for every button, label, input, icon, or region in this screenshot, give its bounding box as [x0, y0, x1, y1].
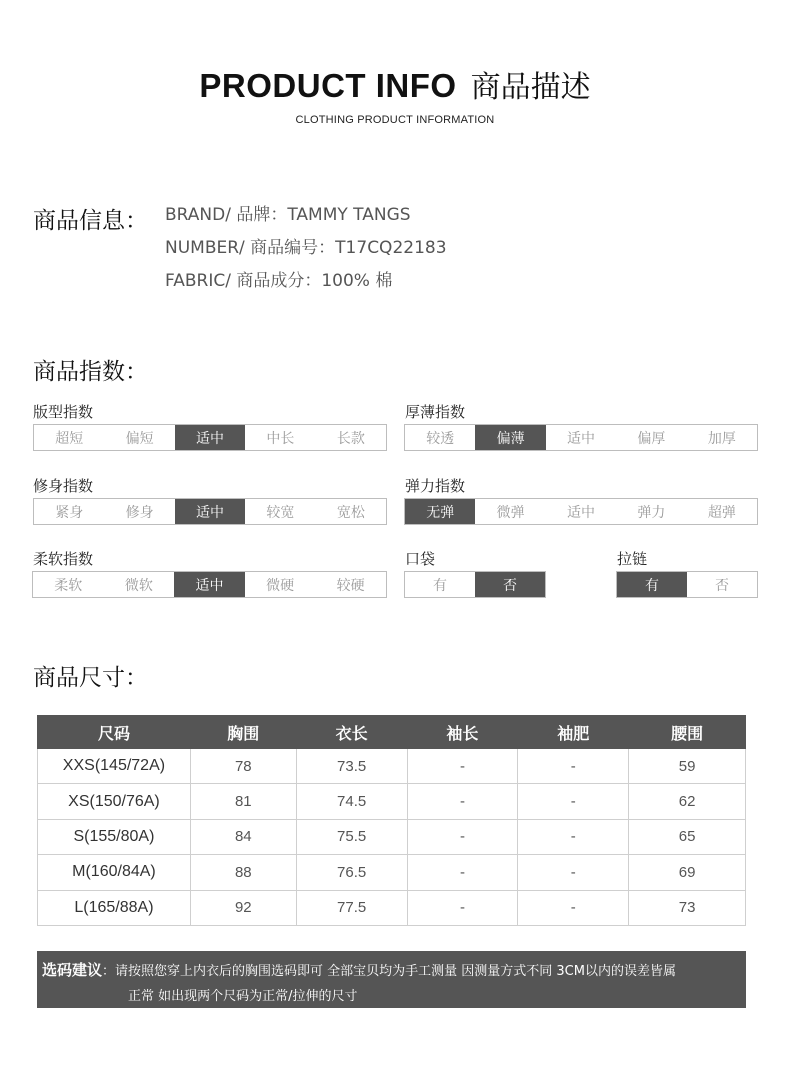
header-sleeve-length: 袖长: [407, 716, 518, 749]
scale-option-selected: 无弹: [405, 499, 475, 524]
scale-option: 偏厚: [637, 430, 666, 447]
bust-cell: 81: [190, 784, 296, 819]
info-lines: [165, 202, 447, 301]
scale-option: 超短: [55, 430, 84, 447]
size-cell: M(160/84A): [38, 855, 191, 890]
fit-index-label: 版型指数: [33, 403, 94, 421]
size-table: [37, 715, 746, 926]
soft-index-scale: [32, 571, 387, 598]
sleeve-length-cell: -: [407, 749, 518, 784]
subtitle: CLOTHING PRODUCT INFORMATION: [295, 114, 495, 126]
table-row: [38, 749, 746, 784]
size-cell: L(165/88A): [38, 890, 191, 925]
scale-option: 较宽: [266, 504, 295, 521]
scale-option: 适中: [567, 504, 596, 521]
scale-option: 长款: [336, 430, 365, 447]
slim-index-label: 修身指数: [33, 477, 94, 495]
scale-option-selected: 否: [475, 572, 545, 597]
scale-option-selected: 适中: [175, 425, 245, 450]
pocket-scale: [404, 571, 546, 598]
header-size: 尺码: [38, 716, 191, 749]
table-row: [38, 819, 746, 854]
sleeve-width-cell: -: [518, 855, 629, 890]
length-cell: 76.5: [296, 855, 407, 890]
waist-cell: 73: [629, 890, 746, 925]
bust-cell: 88: [190, 855, 296, 890]
size-advice-box: [37, 951, 746, 1008]
soft-index-label: 柔软指数: [33, 550, 94, 568]
sleeve-width-cell: -: [518, 890, 629, 925]
advice-text-2: 正常 如出现两个尺码为正常/拉伸的尺寸: [128, 989, 358, 1004]
number-line: NUMBER/ 商品编号：T17CQ22183: [165, 238, 447, 258]
length-cell: 73.5: [296, 749, 407, 784]
scale-option: 加厚: [707, 430, 736, 447]
scale-option: 微硬: [266, 577, 295, 594]
scale-option: 微弹: [496, 504, 525, 521]
sleeve-width-cell: -: [518, 819, 629, 854]
sleeve-width-cell: -: [518, 749, 629, 784]
advice-text-1: ：请按照您穿上内衣后的胸围选码即可 全部宝贝均为手工测量 因测量方式不同 3CM以内的误差皆属: [102, 964, 676, 979]
header-length: 衣长: [296, 716, 407, 749]
scale-option: 适中: [567, 430, 596, 447]
fit-index-scale: [33, 424, 387, 451]
size-cell: XS(150/76A): [38, 784, 191, 819]
waist-cell: 65: [629, 819, 746, 854]
sleeve-width-cell: -: [518, 784, 629, 819]
fabric-line: FABRIC/ 商品成分：100% 棉: [165, 271, 393, 291]
scale-option-selected: 适中: [174, 572, 245, 597]
scale-option-selected: 有: [617, 572, 687, 597]
scale-option: 弹力: [637, 504, 666, 521]
scale-option-selected: 偏薄: [475, 425, 545, 450]
size-cell: XXS(145/72A): [38, 749, 191, 784]
header-waist: 腰围: [629, 716, 746, 749]
zipper-scale: [616, 571, 758, 598]
table-row: [38, 784, 746, 819]
length-cell: 74.5: [296, 784, 407, 819]
scale-option: 紧身: [55, 504, 84, 521]
table-row: [38, 890, 746, 925]
bust-cell: 78: [190, 749, 296, 784]
advice-label: 选码建议: [42, 961, 103, 979]
elastic-index-scale: [404, 498, 758, 525]
scale-option: 柔软: [54, 577, 83, 594]
pocket-label: 口袋: [405, 550, 436, 568]
sleeve-length-cell: -: [407, 890, 518, 925]
size-table-header: [38, 716, 746, 749]
sleeve-length-cell: -: [407, 784, 518, 819]
slim-index-scale: [33, 498, 387, 525]
scale-option: 较硬: [336, 577, 365, 594]
scale-option: 较透: [426, 430, 455, 447]
header-bust: 胸围: [190, 716, 296, 749]
size-section-title: 商品尺寸：: [33, 665, 148, 691]
bust-cell: 92: [190, 890, 296, 925]
sleeve-length-cell: -: [407, 819, 518, 854]
info-section-title: 商品信息：: [33, 208, 148, 234]
sleeve-length-cell: -: [407, 855, 518, 890]
table-row: [38, 855, 746, 890]
thickness-index-scale: [404, 424, 758, 451]
zipper-label: 拉链: [617, 550, 648, 568]
thickness-index-label: 厚薄指数: [405, 403, 466, 421]
waist-cell: 59: [629, 749, 746, 784]
scale-option: 微软: [124, 577, 153, 594]
size-cell: S(155/80A): [38, 819, 191, 854]
index-section-title: 商品指数：: [33, 359, 148, 385]
title-row: [199, 62, 590, 106]
brand-line: BRAND/ 品牌：TAMMY TANGS: [165, 205, 411, 225]
length-cell: 77.5: [296, 890, 407, 925]
scale-option: 否: [715, 577, 729, 594]
title-chinese: 商品描述: [470, 70, 591, 105]
waist-cell: 69: [629, 855, 746, 890]
scale-option: 修身: [125, 504, 154, 521]
scale-option: 偏短: [125, 430, 154, 447]
length-cell: 75.5: [296, 819, 407, 854]
header-sleeve-width: 袖肥: [518, 716, 629, 749]
scale-option: 宽松: [336, 504, 365, 521]
page-header: [0, 62, 790, 126]
elastic-index-label: 弹力指数: [405, 477, 466, 495]
scale-option: 有: [433, 577, 447, 594]
scale-option: 中长: [266, 430, 295, 447]
scale-option: 超弹: [707, 504, 736, 521]
advice-line-1: [42, 958, 746, 984]
scale-option-selected: 适中: [175, 499, 245, 524]
bust-cell: 84: [190, 819, 296, 854]
title-english: PRODUCT INFO: [199, 67, 457, 104]
waist-cell: 62: [629, 784, 746, 819]
